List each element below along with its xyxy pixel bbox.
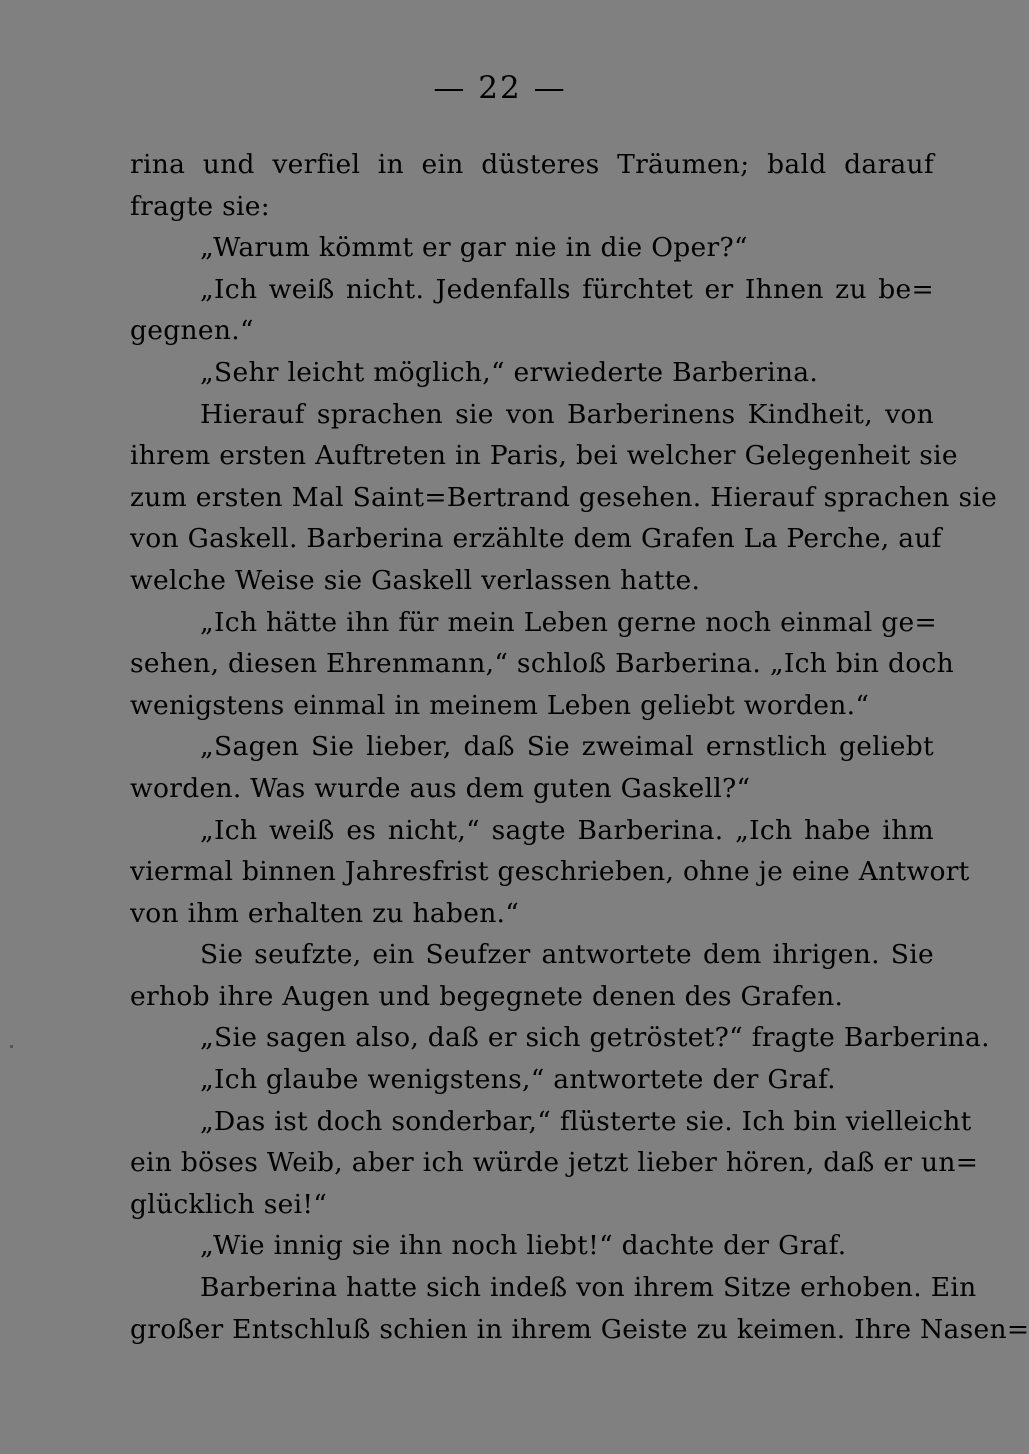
text-line: glücklich sei!“ (130, 1188, 328, 1220)
text-line: rina und verfiel in ein düsteres Träumen; bald darauf (130, 149, 934, 180)
text-line: gegnen.“ (130, 315, 254, 347)
text-line: „Warum kömmt er gar nie in die Oper?“ (200, 232, 748, 264)
text-line: „Ich weiß es nicht,“ sagte Barberina. „Ich habe ihm (200, 814, 934, 846)
text-line: von Gaskell. Barberina erzählte dem Grafen La Perche, auf (130, 523, 942, 555)
text-line: wenigstens einmal in meinem Leben geliebt worden.“ (130, 689, 870, 721)
text-line: ihrem ersten Auftreten in Paris, bei welcher Gelegenheit sie (130, 440, 958, 472)
text-line: „Sagen Sie lieber, daß Sie zweimal ernstlich geliebt (200, 731, 934, 763)
text-line: Sie seufzte, ein Seufzer antwortete dem ihrigen. Sie (200, 939, 934, 971)
text-line: welche Weise sie Gaskell verlassen hatte. (130, 564, 701, 596)
text-line: von ihm erhalten zu haben.“ (130, 897, 520, 929)
text-line: „Ich hätte ihn für mein Leben gerne noch einmal ge= (200, 606, 938, 638)
text-line: „Wie innig sie ihn noch liebt!“ dachte der Graf. (200, 1230, 847, 1262)
text-line: „Sehr leicht möglich,“ erwiederte Barberina. (200, 356, 819, 388)
text-line: viermal binnen Jahresfrist geschrieben, ohne je eine Antwort (130, 856, 970, 888)
text-line: Hierauf sprachen sie von Barberinens Kindheit, von (200, 398, 934, 430)
text-line: worden. Was wurde aus dem guten Gaskell?“ (130, 772, 751, 804)
text-line: großer Entschluß schien in ihrem Geiste zu keimen. Ihre Nasen= (130, 1313, 1029, 1345)
margin-speck (10, 1045, 13, 1048)
text-line: „Sie sagen also, daß er sich getröstet?“ fragte Barberina. (200, 1022, 990, 1054)
body-text (130, 144, 1029, 1350)
text-line: „Ich glaube wenigstens,“ antwortete der Graf. (200, 1064, 836, 1096)
text-line: erhob ihre Augen und begegnete denen des Grafen. (130, 980, 844, 1012)
page-number: — 22 — (433, 70, 567, 106)
text-line: ein böses Weib, aber ich würde jetzt lieber hören, daß er un= (130, 1147, 979, 1179)
text-line: „Das ist doch sonderbar,“ flüsterte sie. Ich bin vielleicht (200, 1105, 972, 1137)
text-line: „Ich weiß nicht. Jedenfalls fürchtet er Ihnen zu be= (200, 273, 934, 305)
text-line: zum ersten Mal Saint=Bertrand gesehen. Hierauf sprachen sie (130, 481, 998, 513)
text-line: Barberina hatte sich indeß von ihrem Sitze erhoben. Ein (200, 1272, 977, 1304)
text-line: sehen, diesen Ehrenmann,“ schloß Barberina. „Ich bin doch (130, 648, 955, 680)
text-line: fragte sie: (130, 190, 270, 222)
